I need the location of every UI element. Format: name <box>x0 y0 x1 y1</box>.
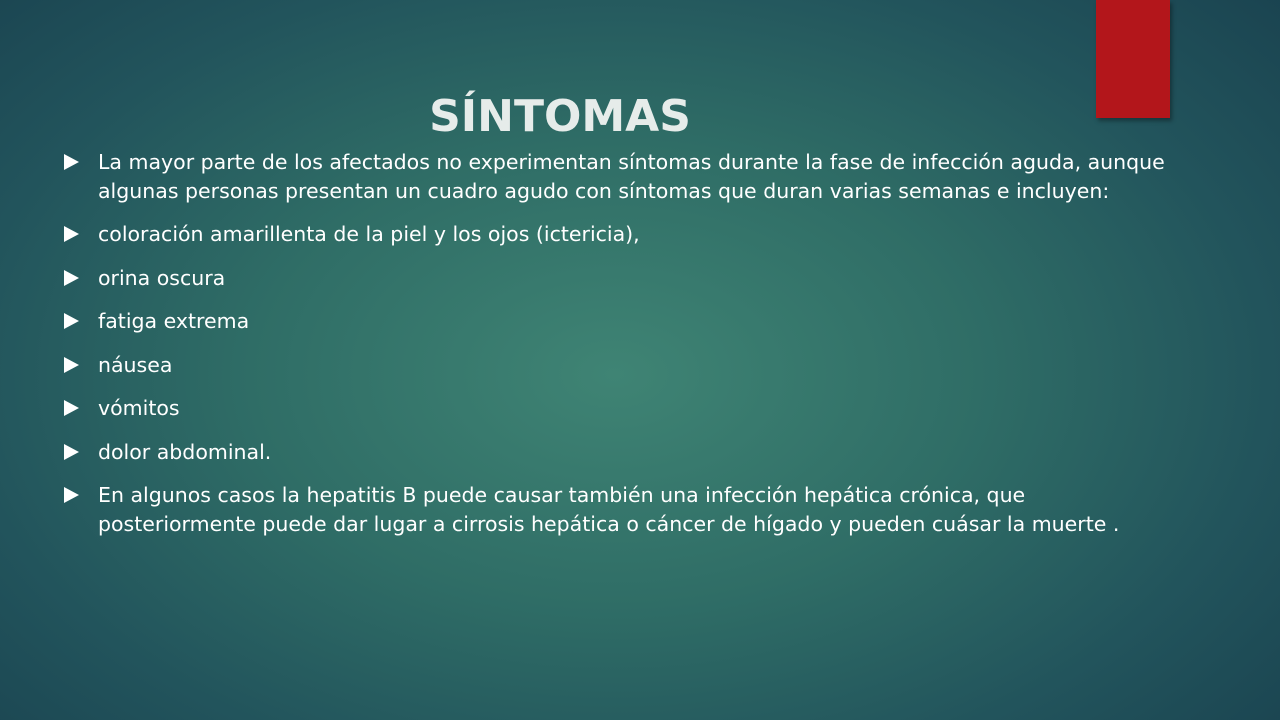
triangle-right-icon <box>62 400 80 416</box>
bullet-list <box>62 148 1172 553</box>
list-item <box>62 307 1172 336</box>
triangle-right-icon <box>62 313 80 329</box>
bullet-text: En algunos casos la hepatitis B puede causar también una infección hepática crónica, que posteriormente puede dar lugar a cirrosis hepática o cáncer de hígado y pueden cuásar la muerte . <box>98 483 1120 536</box>
bullet-text: dolor abdominal. <box>98 439 272 464</box>
list-item <box>62 394 1172 423</box>
list-item <box>62 438 1172 467</box>
list-item <box>62 264 1172 293</box>
triangle-right-icon <box>62 226 80 242</box>
triangle-right-icon <box>62 487 80 503</box>
list-item <box>62 351 1172 380</box>
triangle-right-icon <box>62 444 80 460</box>
triangle-right-icon <box>62 270 80 286</box>
bullet-text: La mayor parte de los afectados no experimentan síntomas durante la fase de infección aguda, aunque algunas personas presentan un cuadro agudo con síntomas que duran varias semanas e incluyen: <box>98 150 1165 203</box>
list-item <box>62 148 1172 205</box>
bullet-text: coloración amarillenta de la piel y los ojos (ictericia), <box>98 222 640 246</box>
bullet-text: fatiga extrema <box>98 309 250 333</box>
list-item <box>62 220 1172 249</box>
bullet-text: orina oscura <box>98 265 226 290</box>
slide-title: SÍNTOMAS <box>429 91 691 143</box>
triangle-right-icon <box>62 154 80 170</box>
bullet-text: vómitos <box>98 396 180 420</box>
list-item <box>62 481 1172 538</box>
bullet-text: náusea <box>98 352 173 377</box>
triangle-right-icon <box>62 357 80 373</box>
